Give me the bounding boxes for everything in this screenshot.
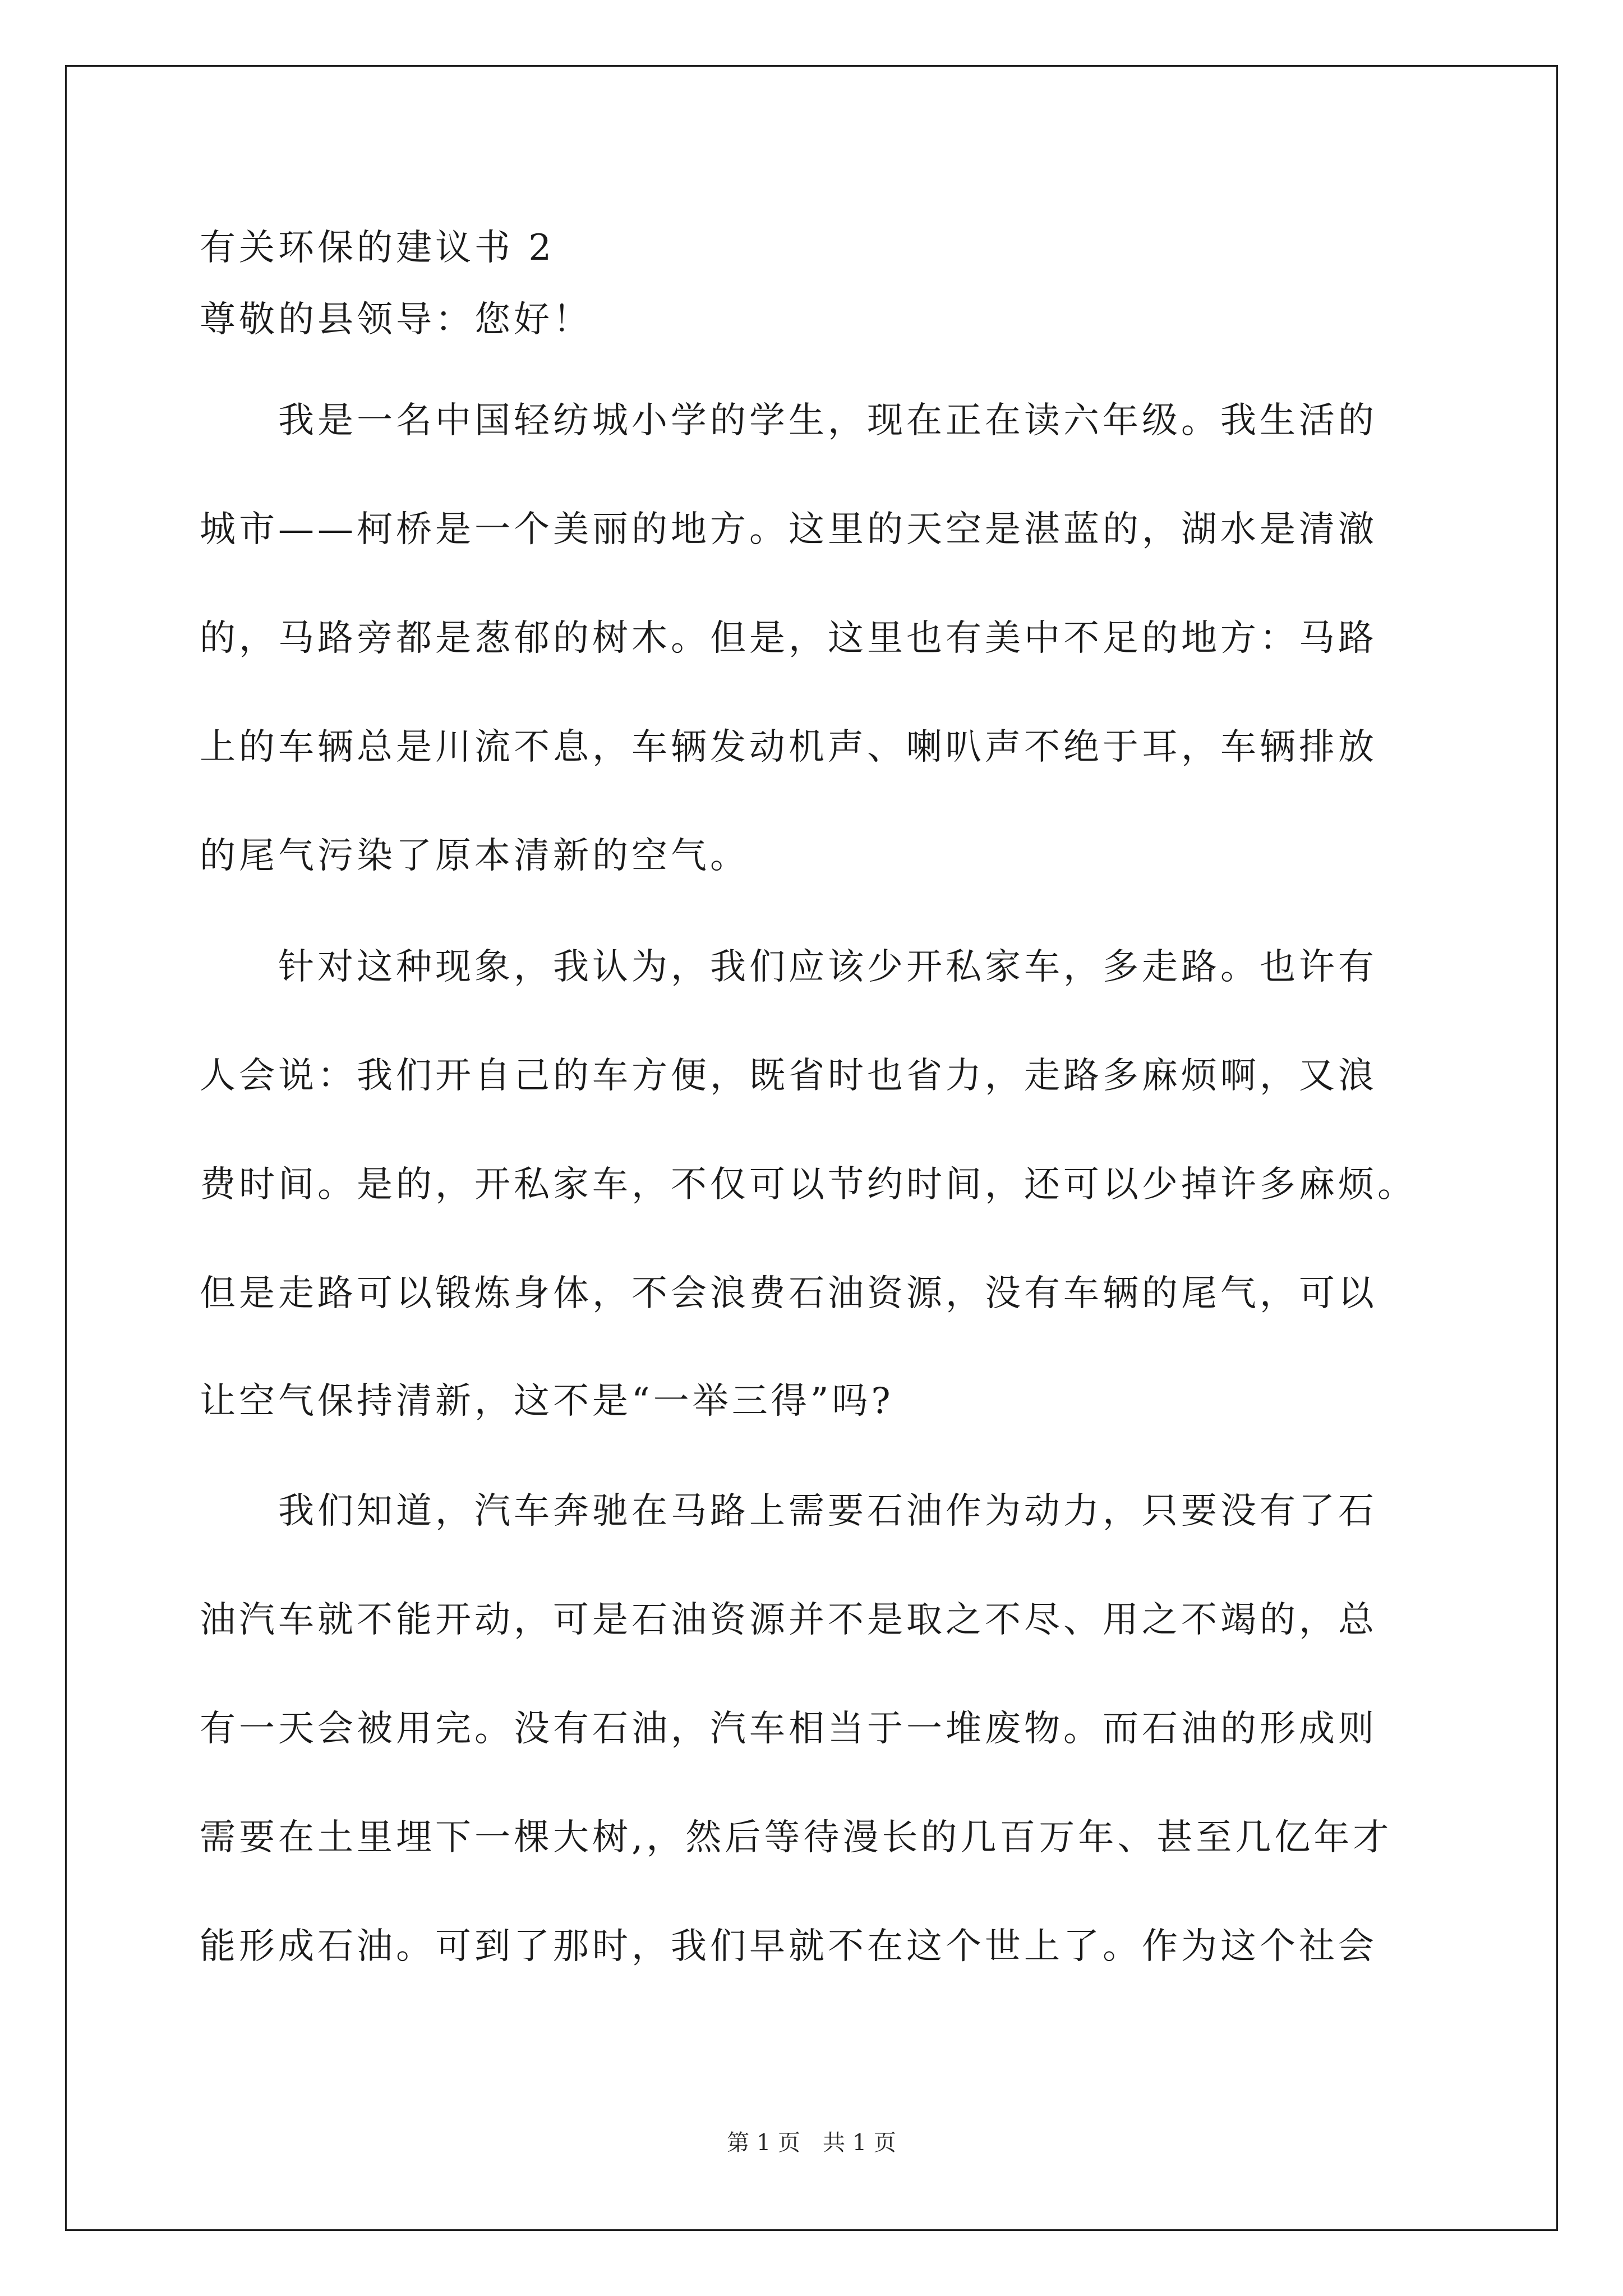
text-line: 城市——柯桥是一个美丽的地方。这里的天空是湛蓝的，湖水是清澈 [200,509,1377,550]
text-line: 的尾气污染了原本清新的空气。 [200,835,749,877]
page-number-footer: 第 1 页 共 1 页 [727,2130,896,2156]
text-line: 有一天会被用完。没有石油，汽车相当于一堆废物。而石油的形成则 [200,1708,1377,1750]
text-line: 针对这种现象，我认为，我们应该少开私家车，多走路。也许有 [200,946,1377,988]
text-line: 能形成石油。可到了那时，我们早就不在这个世上了。作为这个社会 [200,1926,1377,1967]
text-line: 我是一名中国轻纺城小学的学生，现在正在读六年级。我生活的 [200,400,1377,441]
text-line: 费时间。是的，开私家车，不仅可以节约时间，还可以少掉许多麻烦。 [200,1164,1417,1205]
document-title: 有关环保的建议书 2 [200,227,555,269]
text-line: 上的车辆总是川流不息，车辆发动机声、喇叭声不绝于耳，车辆排放 [200,726,1377,768]
text-line: 让空气保持清新，这不是“一举三得”吗? [200,1381,894,1422]
page-border [65,65,1558,2231]
text-line: 我们知道，汽车奔驰在马路上需要石油作为动力，只要没有了石 [200,1490,1377,1532]
text-line: 油汽车就不能开动，可是石油资源并不是取之不尽、用之不竭的，总 [200,1599,1377,1641]
text-line: 但是走路可以锻炼身体，不会浪费石油资源，没有车辆的尾气，可以 [200,1273,1377,1314]
text-line: 需要在土里埋下一棵大树,，然后等待漫长的几百万年、甚至几亿年才 [200,1817,1393,1858]
greeting: 尊敬的县领导：您好！ [200,299,592,341]
text-line: 的，马路旁都是葱郁的树木。但是，这里也有美中不足的地方：马路 [200,618,1377,659]
text-line: 人会说：我们开自己的车方便，既省时也省力，走路多麻烦啊，又浪 [200,1055,1377,1097]
